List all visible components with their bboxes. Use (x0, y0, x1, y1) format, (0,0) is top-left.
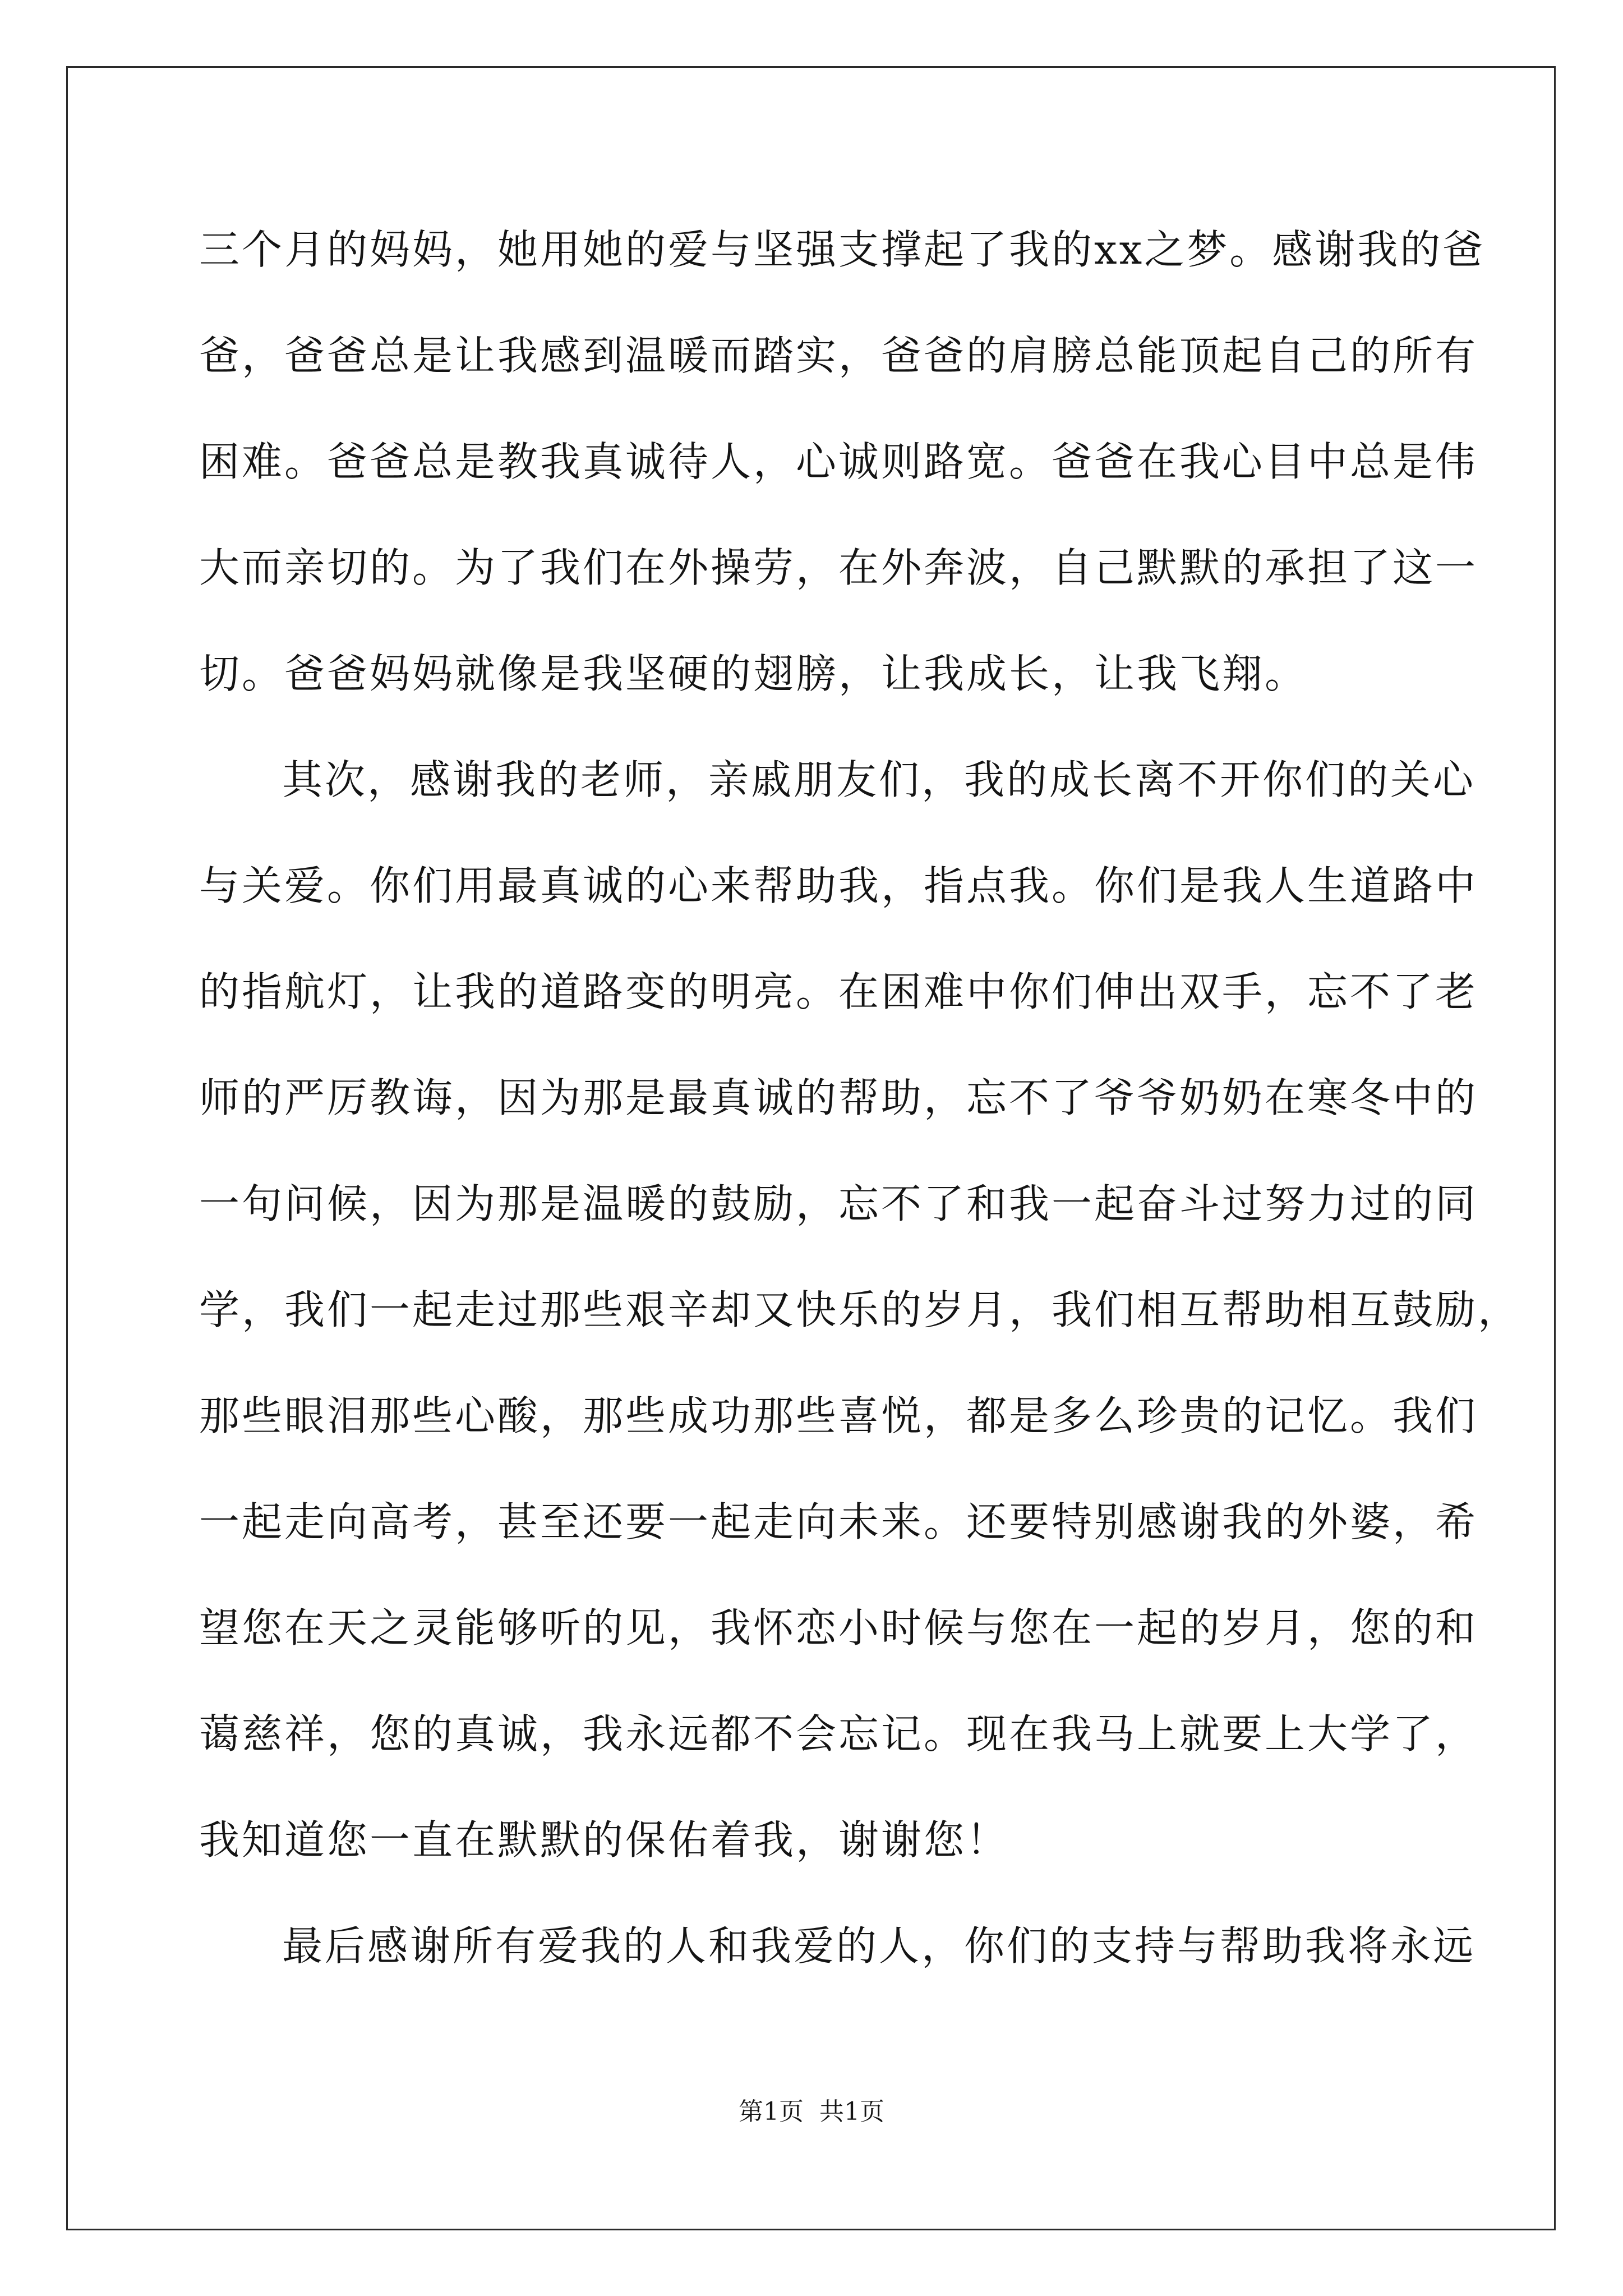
text-line: 与关爱。你们用最真诚的心来帮助我，指点我。你们是我人生道路中 (199, 862, 1478, 909)
document-body (199, 216, 1521, 2018)
text-line: 困难。爸爸总是教我真诚待人，心诚则路宽。爸爸在我心目中总是伟 (199, 438, 1478, 485)
text-line: 爸，爸爸总是让我感到温暖而踏实，爸爸的肩膀总能顶起自己的所有 (199, 332, 1478, 379)
text-line: 学，我们一起走过那些艰辛却又快乐的岁月，我们相互帮助相互鼓励， (199, 1286, 1521, 1333)
text-line: 一起走向高考，甚至还要一起走向未来。还要特别感谢我的外婆，希 (199, 1498, 1478, 1545)
text-line: 师的严厉教诲，因为那是最真诚的帮助，忘不了爷爷奶奶在寒冬中的 (199, 1074, 1478, 1121)
text-line: 那些眼泪那些心酸，那些成功那些喜悦，都是多么珍贵的记忆。我们 (199, 1392, 1478, 1439)
text-line: 我知道您一直在默默的保佑着我，谢谢您！ (199, 1816, 1009, 1864)
paragraph-start-line: 最后感谢所有爱我的人和我爱的人，你们的支持与帮助我将永远 (282, 1922, 1476, 1970)
text-line: 三个月的妈妈，她用她的爱与坚强支撑起了我的xx之梦。感谢我的爸 (199, 226, 1486, 273)
text-line: 一句问候，因为那是温暖的鼓励，忘不了和我一起奋斗过努力过的同 (199, 1180, 1478, 1227)
text-line: 望您在天之灵能够听的见，我怀恋小时候与您在一起的岁月，您的和 (199, 1604, 1478, 1651)
text-line: 的指航灯，让我的道路变的明亮。在困难中你们伸出双手，忘不了老 (199, 968, 1478, 1015)
paragraph-start-line: 其次，感谢我的老师，亲戚朋友们，我的成长离不开你们的关心 (282, 756, 1476, 803)
text-line: 蔼慈祥，您的真诚，我永远都不会忘记。现在我马上就要上大学了， (199, 1710, 1478, 1757)
text-line: 大而亲切的。为了我们在外操劳，在外奔波，自己默默的承担了这一 (199, 544, 1478, 591)
text-line: 切。爸爸妈妈就像是我坚硬的翅膀，让我成长，让我飞翔。 (199, 650, 1308, 697)
page-number-footer: 第1页 共1页 (739, 2097, 884, 2126)
